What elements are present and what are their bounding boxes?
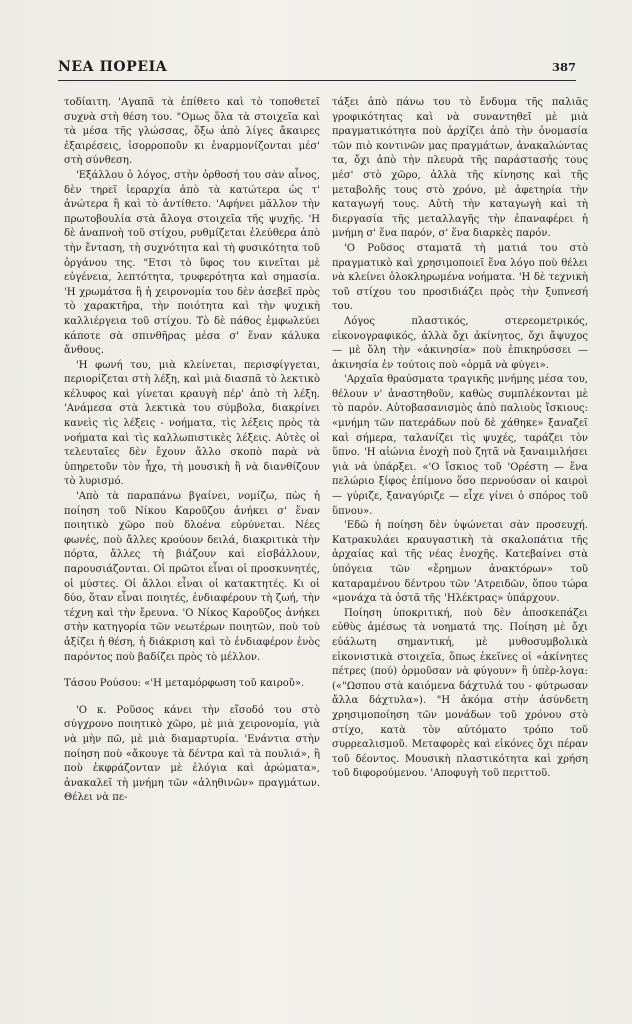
paragraph: τοδίαιτη. 'Αγαπᾶ τὰ ἐπίθετο καὶ τὸ τοποθετεῖ συχνὰ στὴ θέση του. "Ομως ὅλα τὰ στοιχεῖα καὶ τὰ μέσα τῆς γλώσσας, ὅξω ἀπὸ λίγες ἄκαιρες ἐξαιρέσεις, ἰσορροποῦν κι ἐναρμονίζονται μέσ' στὴ σύνθεση. [64, 97, 320, 167]
running-header [58, 56, 576, 81]
paragraph: Ποίηση ὑποκριτική, ποὺ δὲν ἀποσκεπάζει εὐθὺς ἀμέσως τὰ νοηματά της. Ποίηση μὲ ὄχι εὐάλωτη σημαντική, μὲ μυθοσυμβολικὰ εἰκονιστικὰ στοιχεῖα, ὅπως ἐκεῖνες οἱ «ἀκίνητες πέτρες (πού) ὁρμοῦσαν νὰ φύγουν» ἢ ὑπὲρ-λογα: («"Ωσπου στὰ καιόμενα δάχτυλά του - φύτρωσαν ἄλλα δάχτυλα»). "Η ἀκόμα στὴν ἀσύνδετη χρησιμοποίηση τῶν μονάδων τοῦ χρόνου στὸ στίχο, κατὰ τὸν αὐτόματο τρόπο τοῦ συρρεαλισμοῦ. Μεταφορὲς καὶ εἰκόνες ὄχι πέραν τοῦ δέοντος. Μουσικὴ πλαστικότητα καὶ χρήση τοῦ διφορούμενου. 'Αποφυγὴ τοῦ περιττοῦ. [332, 607, 588, 780]
paragraph: 'Απὸ τὰ παραπάνω βγαίνει, νομίζω, πὼς ἡ ποίηση τοῦ Νίκου Καροῦζου ἀνήκει σ' ἕναν ποιητικὸ χῶρο ποὺ δλοένα εὐρύνεται. Νέες φωνές, ποὺ ἄλλες κρούουν δειλά, διακριτικὰ τὴν πόρτα, ἄλλες τὴ βιάζουν καὶ εἰσβάλλουν, παρουσιάζονται. Οἱ πρῶτοι εἶναι οἱ προσκυνητές, οἱ μύστες. Οἱ ἄλλοι εἶναι οἱ κατακτητές. Κι οἱ δύο, ὅταν εἶναι ποιητές, ἐνδιαφέρουν τὴ ζωή, τὴν τέχνη καὶ τὴν ἔρευνα. 'Ο Νίκος Καροῦζος ἀνήκει στὴν κατηγορία τῶν νεωτέρων ποιητῶν, ποὺ τοὺ ἀξίζει ἡ θέση, ἡ διάκριση καὶ τὸ ἐνδιαφέρον ἑνὸς παρόντος ποὺ βαδίζει πρὸς τὸ μέλλον. [64, 491, 320, 663]
right-column [332, 96, 588, 782]
paragraph: 'Η φωνή του, μιὰ κλείνεται, περισφίγγεται, περιορίζεται στὴ λέξη, καὶ μιὰ διασπᾶ τὸ λεκτικὸ κέλυφος καὶ γίνεται κραυγὴ πέρ' ἀπὸ τὴ λέξη. 'Ανάμεσα στὰ λεκτικὰ του σύμβολα, διακρίνει κανεὶς τὶς λέξεις - νοήματα, τὶς λέξεις πρὸς τὰ νοήματα καὶ τὶς καλλωπιστικὲς λέξεις. Αὐτὲς οἱ τελευταῖες δὲν ἔχουν ἄλλο σκοπὸ παρὰ νὰ ὑπηρετοῦν τὸν ἦχο, τὴ μουσικὴ ἢ νὰ διανθίζουν τὸ λυρισμό. [64, 359, 320, 488]
paragraph: 'Αρχαῖα θραύσματα τραγικῆς μνήμης μέσα του, θέλουν ν' ἀναστηθοῦν, καθὼς συμπλέκονται μὲ τὸ παρόν. Αὐτοβασανισμὸς ἀπὸ παλιοὺς ἴσκιους: «μνήμη τῶν πατεράδων ποὺ δὲ χάθηκε» ξαναζεῖ καὶ σήμερα, ταλανίζει τὶς ψυχές, ταράζει τὸν ὕπνο. 'Η αἰώνια ἐνοχὴ ποὺ ζητᾶ νὰ ξαναιμιλήσει γιὰ νὰ ὑπάρξει. «'Ο ἴσκιος τοῦ 'Ορέστη — ἕνα πελώριο ξίφος ἐπίμονο ὅσο περνούσαν οἱ καιροὶ — γύριζε, ξαναγύριζε — εἶχε γίνει ὁ σπόρος τοῦ ὕπνου». [332, 374, 588, 517]
page-number: 387 [551, 60, 576, 74]
paragraph: 'Εδῶ ἡ ποίηση δὲν ὑψώνεται σὰν προσευχή. Κατρακυλάει κραυγαστικὴ τὰ σκαλοπάτια τῆς ἀρχαίας καὶ τῆς νέας ἐνοχῆς. Κατεβαίνει στὰ ὑπόγεια τῶν «ἔρημων ἀνακτόρων» τοῦ καταραμένου δέντρου τῶν 'Ατρειδῶν, ὅπου τώρα «μονάχα τὰ ὀστᾶ τῆς 'Ηλέκτρας» ὑπάρχουν. [332, 520, 588, 605]
paragraph: τάξει ἀπὸ πάνω του τὸ ἔνδυμα τῆς παλιᾶς γροφικότητας καὶ νὰ συναντηθεῖ μὲ μιὰ πραγματικότητα ποὺ ἀρχίζει ἀπὸ τὴν ὀνομασία τῶν πιὸ κοντινῶν μας πραγμάτων, ἀνακαλώντας τα, ὄχι ἀπὸ τὴν πλευρὰ τῆς παράστασής τους μέσ' στὸ χῶρο, ἀλλὰ τῆς κίνησης καὶ τῆς μεταβολῆς τους στὸ χρόνο, μὲ ἀφετηρία τὴν καταγωγή τους. Αὐτὴ τὴν καταγωγὴ καὶ τὴ διεργασία τῆς μεταλλαγῆς τὴν ἐπαναφέρει ἡ μνήμη σ' ἕνα παρόν, σ' ἕνα διαρκὲς παρόν. [332, 97, 588, 240]
journal-title: ΝΕΑ ΠΟΡΕΙΑ [58, 59, 168, 75]
paragraph: Λόγος πλαστικός, στερεομετρικός, εἰκονογραφικός, ἀλλὰ ὄχι ἀκίνητος, ὄχι ἄψυχος — μὲ ὅλη τὴν «ἀκινησία» ποὺ ἐπικηρύσσει — ἀκινησία ἐν τούτοις ποὺ «ὁρμᾶ νὰ φύγει». [332, 315, 588, 371]
paragraph: 'Ο κ. Ροῦσος κάνει τὴν εἴσοδό του στὸ σύγχρονο ποιητικὸ χῶρο, μὲ μιὰ χειρονομία, γιὰ νὰ μὴν πῶ, μὲ μιὰ διαμαρτυρία. 'Ενάντια στὴν ποίηση ποὺ «ἄκουγε τὰ δέντρα καὶ τὰ πουλιά», ἢ ποὺ ἐκφράζονταν μὲ ἐλόγια καὶ ἀρώματα», ἀνακαλεῖ τὴ μνήμη τῶν «ἀληθινῶν» πραγμάτων. Θέλει νὰ πε- [64, 704, 320, 804]
review-heading: Τάσου Ρούσου: «'Η μεταμόρφωση τοῦ καιροῦ». [64, 678, 305, 690]
paragraph: 'Ο Ροῦσος σταματᾶ τὴ ματιά του στὸ πραγματικὸ καὶ χρησιμοποιεῖ ἕνα λόγο ποὺ θέλει νὰ κλείνει ὁλοκληρωμένα νοήματα. 'Η δὲ τεχνικὴ τοῦ στίχου του προσιδιάζει πρὸς τὴν ξυπνεσή του. [332, 242, 588, 313]
left-column [64, 96, 320, 806]
paragraph: 'Εξάλλου ὁ λόγος, στὴν ὀρθοσή του σὰν αἶνος, δὲν τηρεῖ ἱεραρχία ἀπὸ τὰ κατώτερα ὡς τ' ἀνώτερα ἢ καὶ τὸ ἀντίθετο. 'Αφήνει μᾶλλον τὴν πρωτοβουλία στὰ ἄλογα στοιχεῖα τῆς ψυχῆς. 'Η δὲ ἀναπνοὴ τοῦ στίχου, ρυθμίζεται ἐλεύθερα ἀπὸ τὴν ἔνταση, τὴ συχνότητα καὶ τὴ φυσικότητα τοῦ ὀργάνου της. "Ετσι τὸ ὕφος του κινεῖται μὲ εὐγένεια, λεπτότητα, τρυφερότητα καὶ σημασία. 'Η χρωμάτσα ἢ ἡ χειρονομία του δὲν ἀσεβεῖ πρὸς τὸ χαρακτῆρα, τὴν ποιότητα καὶ τὴν ψυχικὴ καλλιέργεια τοῦ στίχου. Τὸ δὲ πάθος ἐμφωλεύει κάποτε σὰ σπινθῆρας μέσα σ' ἕναν κάλυκα ἄνθους. [64, 169, 320, 357]
